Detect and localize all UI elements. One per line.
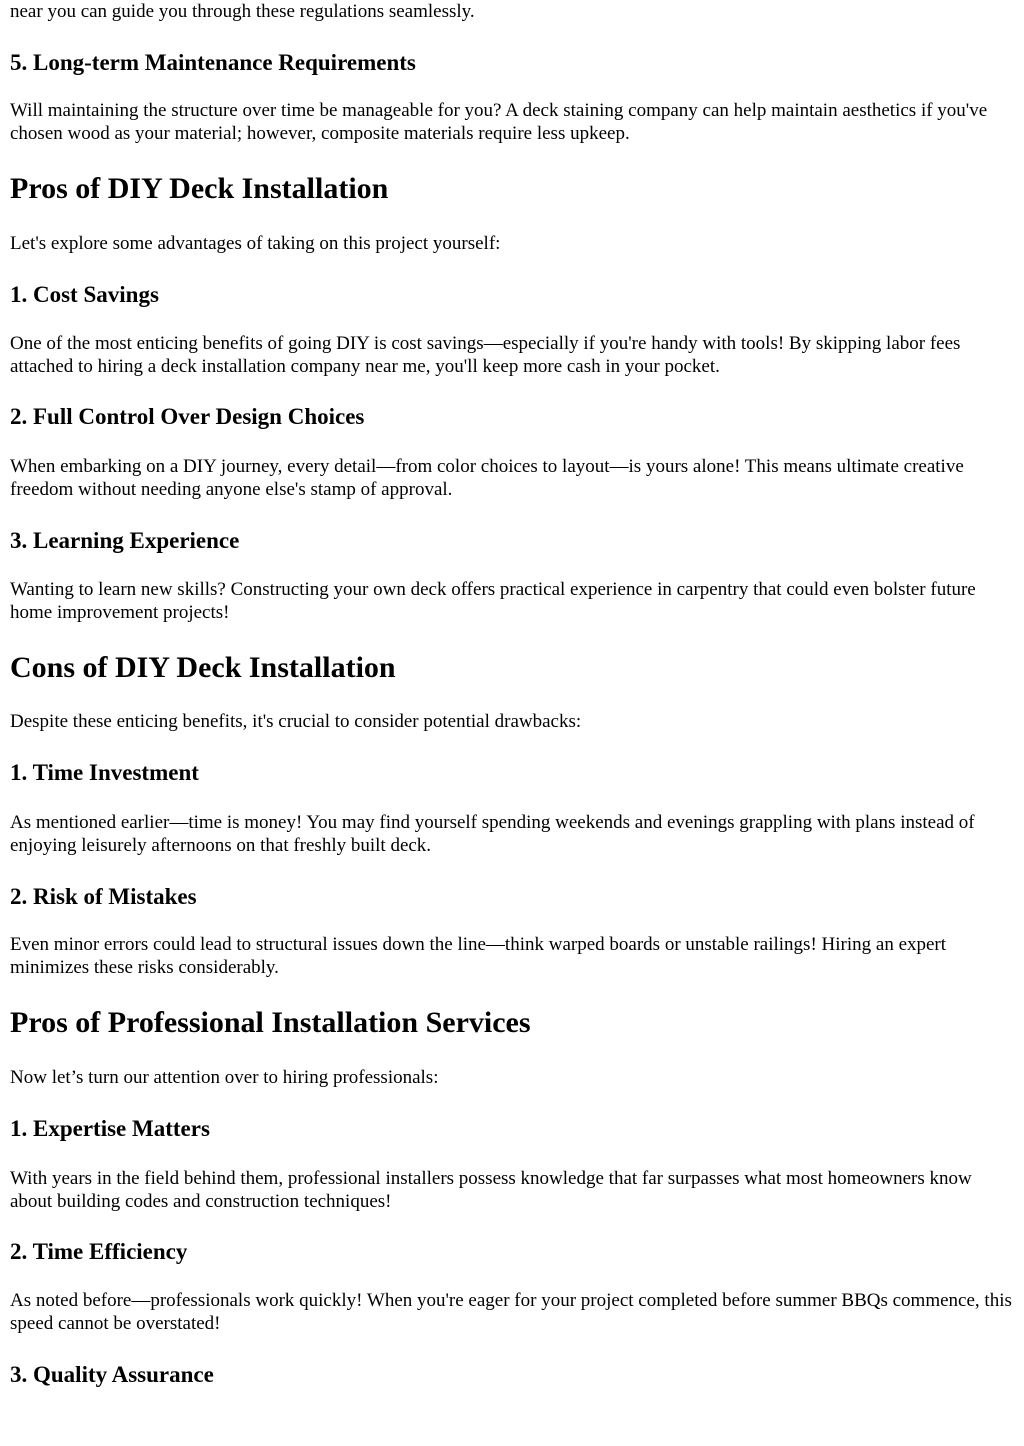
pros-pro-intro: Now let’s turn our attention over to hiring professionals: [10, 1067, 439, 1088]
maintenance-heading: 5. Long-term Maintenance Requirements [10, 50, 416, 75]
learning-heading: 3. Learning Experience [10, 528, 240, 553]
risk-heading: 2. Risk of Mistakes [10, 884, 197, 909]
quality-assurance-heading: 3. Quality Assurance [10, 1362, 214, 1387]
expertise-heading: 1. Expertise Matters [10, 1116, 210, 1141]
design-control-paragraph: When embarking on a DIY journey, every detail—from color choices to layout—is yours alone! This means ultimate creative freedom without needing anyone else's stamp of approval. [10, 456, 964, 500]
maintenance-paragraph: Will maintaining the structure over time be manageable for you? A deck staining company can help maintain aesthetics if you've chosen wood as your material; however, composite materials require less upkeep. [10, 100, 988, 144]
expertise-paragraph: With years in the field behind them, professional installers possess knowledge that far surpasses what most homeowners know about building codes and construction techniques! [10, 1168, 972, 1212]
pros-pro-heading: Pros of Professional Installation Services [10, 1006, 531, 1039]
learning-paragraph: Wanting to learn new skills? Constructing your own deck offers practical experience in carpentry that could even bolster future home improvement projects! [10, 579, 976, 623]
time-efficiency-heading: 2. Time Efficiency [10, 1239, 188, 1264]
pros-diy-heading: Pros of DIY Deck Installation [10, 172, 389, 205]
cost-savings-paragraph: One of the most enticing benefits of going DIY is cost savings—especially if you're handy with tools! By skipping labor fees attached to hiring a deck installation company near me, you'll keep more cash in your pocket. [10, 333, 961, 377]
intro-tail-paragraph: near you can guide you through these regulations seamlessly. [10, 1, 475, 22]
pros-diy-intro: Let's explore some advantages of taking on this project yourself: [10, 233, 501, 254]
time-efficiency-paragraph: As noted before—professionals work quickly! When you're eager for your project completed before summer BBQs commence, this speed cannot be overstated! [10, 1290, 1012, 1334]
risk-paragraph: Even minor errors could lead to structural issues down the line—think warped boards or unstable railings! Hiring an expert minimizes these risks considerably. [10, 934, 947, 978]
time-investment-paragraph: As mentioned earlier—time is money! You may find yourself spending weekends and evenings grappling with plans instead of enjoying leisurely afternoons on that freshly built deck. [10, 812, 975, 856]
design-control-heading: 2. Full Control Over Design Choices [10, 404, 365, 429]
cons-diy-heading: Cons of DIY Deck Installation [10, 651, 396, 684]
cons-diy-intro: Despite these enticing benefits, it's crucial to consider potential drawbacks: [10, 711, 582, 732]
time-investment-heading: 1. Time Investment [10, 760, 199, 785]
cost-savings-heading: 1. Cost Savings [10, 282, 159, 307]
